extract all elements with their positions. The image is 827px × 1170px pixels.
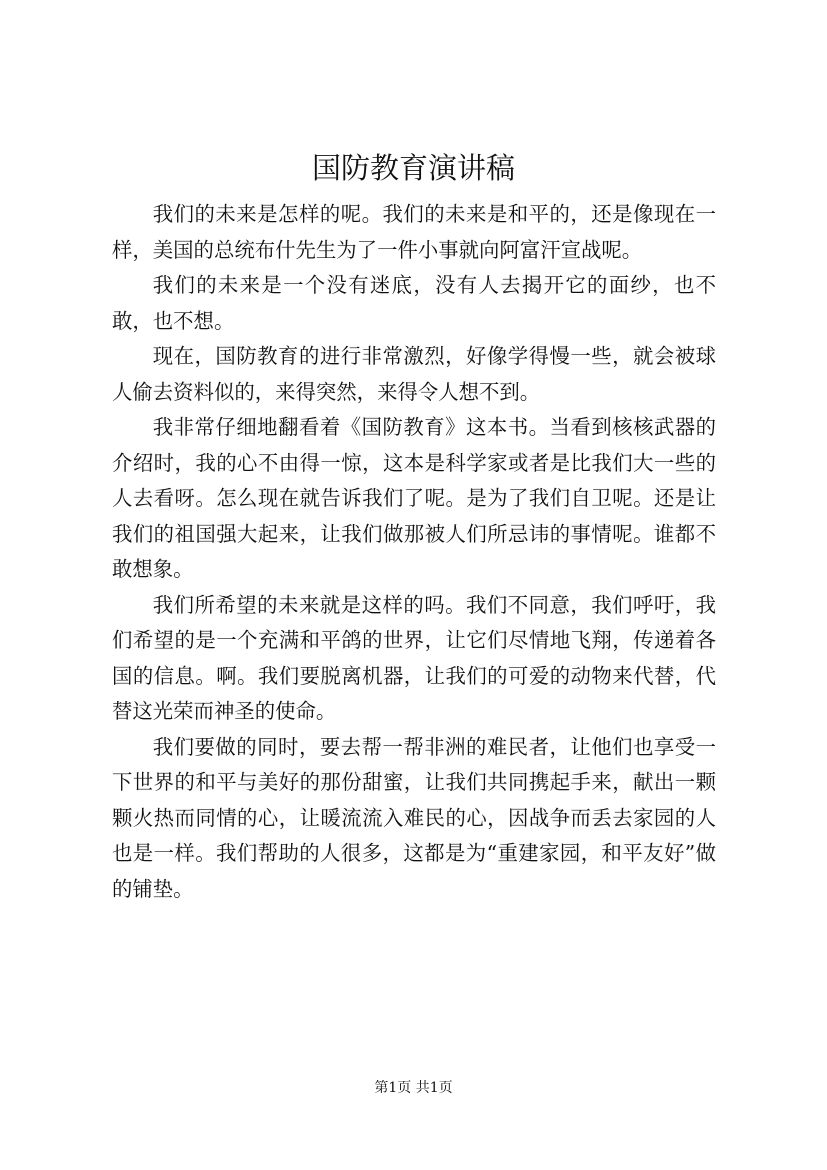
paragraph-6: 我们要做的同时，要去帮一帮非洲的难民者，让他们也享受一下世界的和平与美好的那份甜蜜，让我们共同携起手来，献出一颗颗火热而同情的心，让暖流流入难民的心，因战争而丢去家园的人也是一样。我们帮助的人很多，这都是为“重建家园，和平友好”做的铺垫。 [112,734,716,901]
paragraph-5: 我们所希望的未来就是这样的吗。我们不同意，我们呼吁，我们希望的是一个充满和平鸽的世界，让它们尽情地飞翔，传递着各国的信息。啊。我们要脱离机器，让我们的可爱的动物来代替，代替这光荣而神圣的使命。 [112,592,716,723]
paragraph-4: 我非常仔细地翻看着《国防教育》这本书。当看到核核武器的介绍时，我的心不由得一惊，这本是科学家或者是比我们大一些的人去看呀。怎么现在就告诉我们了呢。是为了我们自卫呢。还是让我们的祖国强大起来，让我们做那被人们所忌讳的事情呢。谁都不敢想象。 [112,415,716,581]
document-title: 国防教育演讲稿 [311,151,515,185]
page-footer: 第1页 共1页 [374,1080,453,1096]
paragraph-3: 现在，国防教育的进行非常激烈，好像学得慢一些，就会被球人偷去资料似的，来得突然，来得令人想不到。 [112,344,716,404]
paragraph-2: 我们的未来是一个没有迷底，没有人去揭开它的面纱，也不敢，也不想。 [112,273,716,333]
document-body [112,197,716,907]
paragraph-1: 我们的未来是怎样的呢。我们的未来是和平的，还是像现在一样，美国的总统布什先生为了一件小事就向阿富汗宣战呢。 [112,202,716,262]
